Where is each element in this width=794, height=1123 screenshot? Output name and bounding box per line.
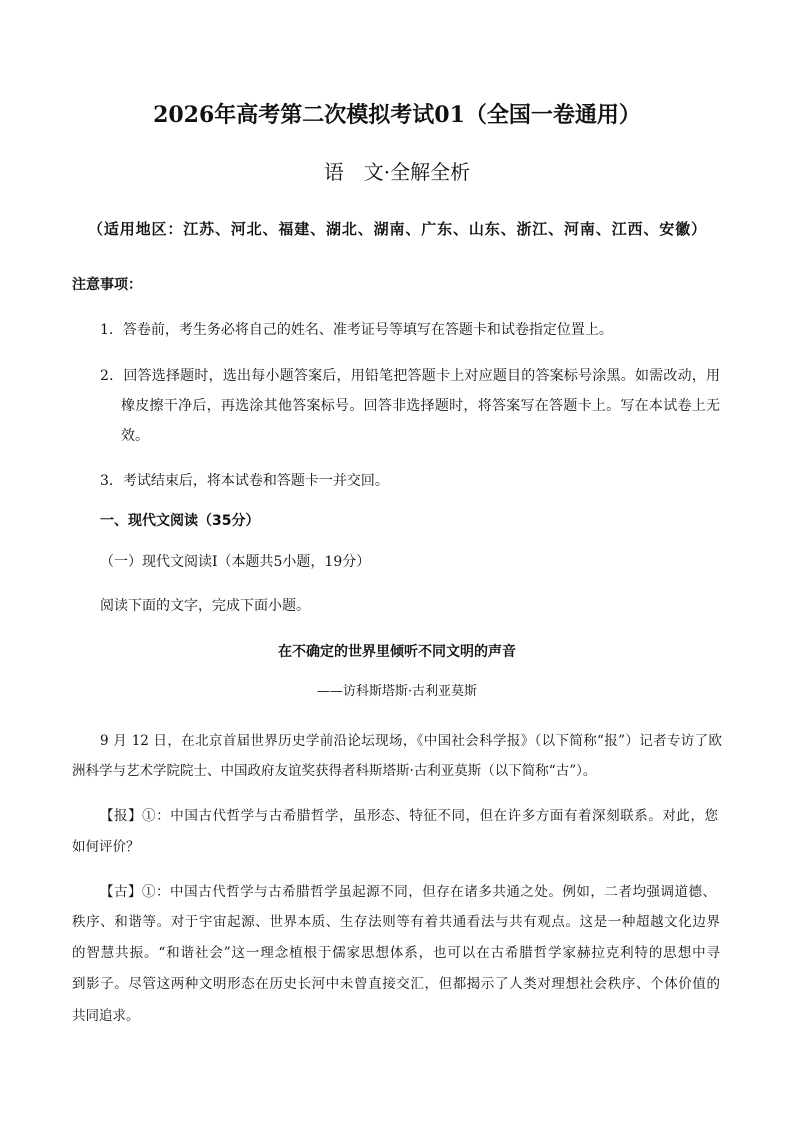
exam-subtitle: 语 文·全解全析 xyxy=(323,160,471,184)
paragraph-line: 共同追求。 xyxy=(72,1008,140,1024)
article-byline: ——访科斯塔斯·古利亚莫斯 xyxy=(316,684,478,699)
notice-line: 2．回答选择题时，选出每小题答案后，用铅笔把答题卡上对应题目的答案标号涂黑。如需改动，用 xyxy=(100,368,720,384)
paragraph-line: 如何评价？ xyxy=(72,839,140,855)
applicable-regions: （适用地区：江苏、河北、福建、湖北、湖南、广东、山东、浙江、河南、江西、安徽） xyxy=(88,220,706,238)
paragraph-line: 【古】①：中国古代哲学与古希腊哲学虽起源不同，但存在诸多共通之处。例如，二者均强调道德、 xyxy=(100,884,716,900)
section-subheading: （一）现代文阅读Ⅰ（本题共5小题，19分） xyxy=(100,554,371,570)
paragraph-line: 【报】①：中国古代哲学与古希腊哲学，虽形态、特征不同，但在许多方面有着深刻联系。对此，您 xyxy=(100,808,718,824)
article-title: 在不确定的世界里倾听不同文明的声音 xyxy=(278,644,516,660)
reading-instruction: 阅读下面的文字，完成下面小题。 xyxy=(100,598,310,614)
notice-line: 橡皮擦干净后，再选涂其他答案标号。回答非选择题时，将答案写在答题卡上。写在本试卷上无 xyxy=(121,398,720,414)
paragraph-line: 洲科学与艺术学院院士、中国政府友谊奖获得者科斯塔斯·古利亚莫斯（以下简称“古”）。 xyxy=(72,763,597,779)
exam-title: 2026年高考第二次模拟考试01（全国一卷通用） xyxy=(153,102,641,128)
notice-line: 1．答卷前，考生务必将自己的姓名、准考证号等填写在答题卡和试卷指定位置上。 xyxy=(100,322,613,338)
section-heading: 一、现代文阅读（35分） xyxy=(100,513,260,529)
paragraph-line: 9 月 12 日，在北京首届世界历史学前沿论坛现场，《中国社会科学报》（以下简称“报”）记者专访了欧 xyxy=(100,733,722,749)
notice-line: 效。 xyxy=(121,428,149,444)
paragraph-line: 秩序、和谐等。对于宇宙起源、世界本质、生存法则等有着共通看法与共有观点。这是一种超越文化边界 xyxy=(72,914,720,930)
notice-heading: 注意事项： xyxy=(72,277,142,293)
notice-line: 3．考试结束后，将本试卷和答题卡一并交回。 xyxy=(100,473,389,489)
paragraph-line: 到影子。尽管这两种文明形态在历史长河中未曾直接交汇，但都揭示了人类对理想社会秩序、个体价值的 xyxy=(72,976,720,992)
paragraph-line: 的智慧共振。“和谐社会”这一理念植根于儒家思想体系，也可以在古希腊哲学家赫拉克利特的思想中寻 xyxy=(72,945,720,961)
